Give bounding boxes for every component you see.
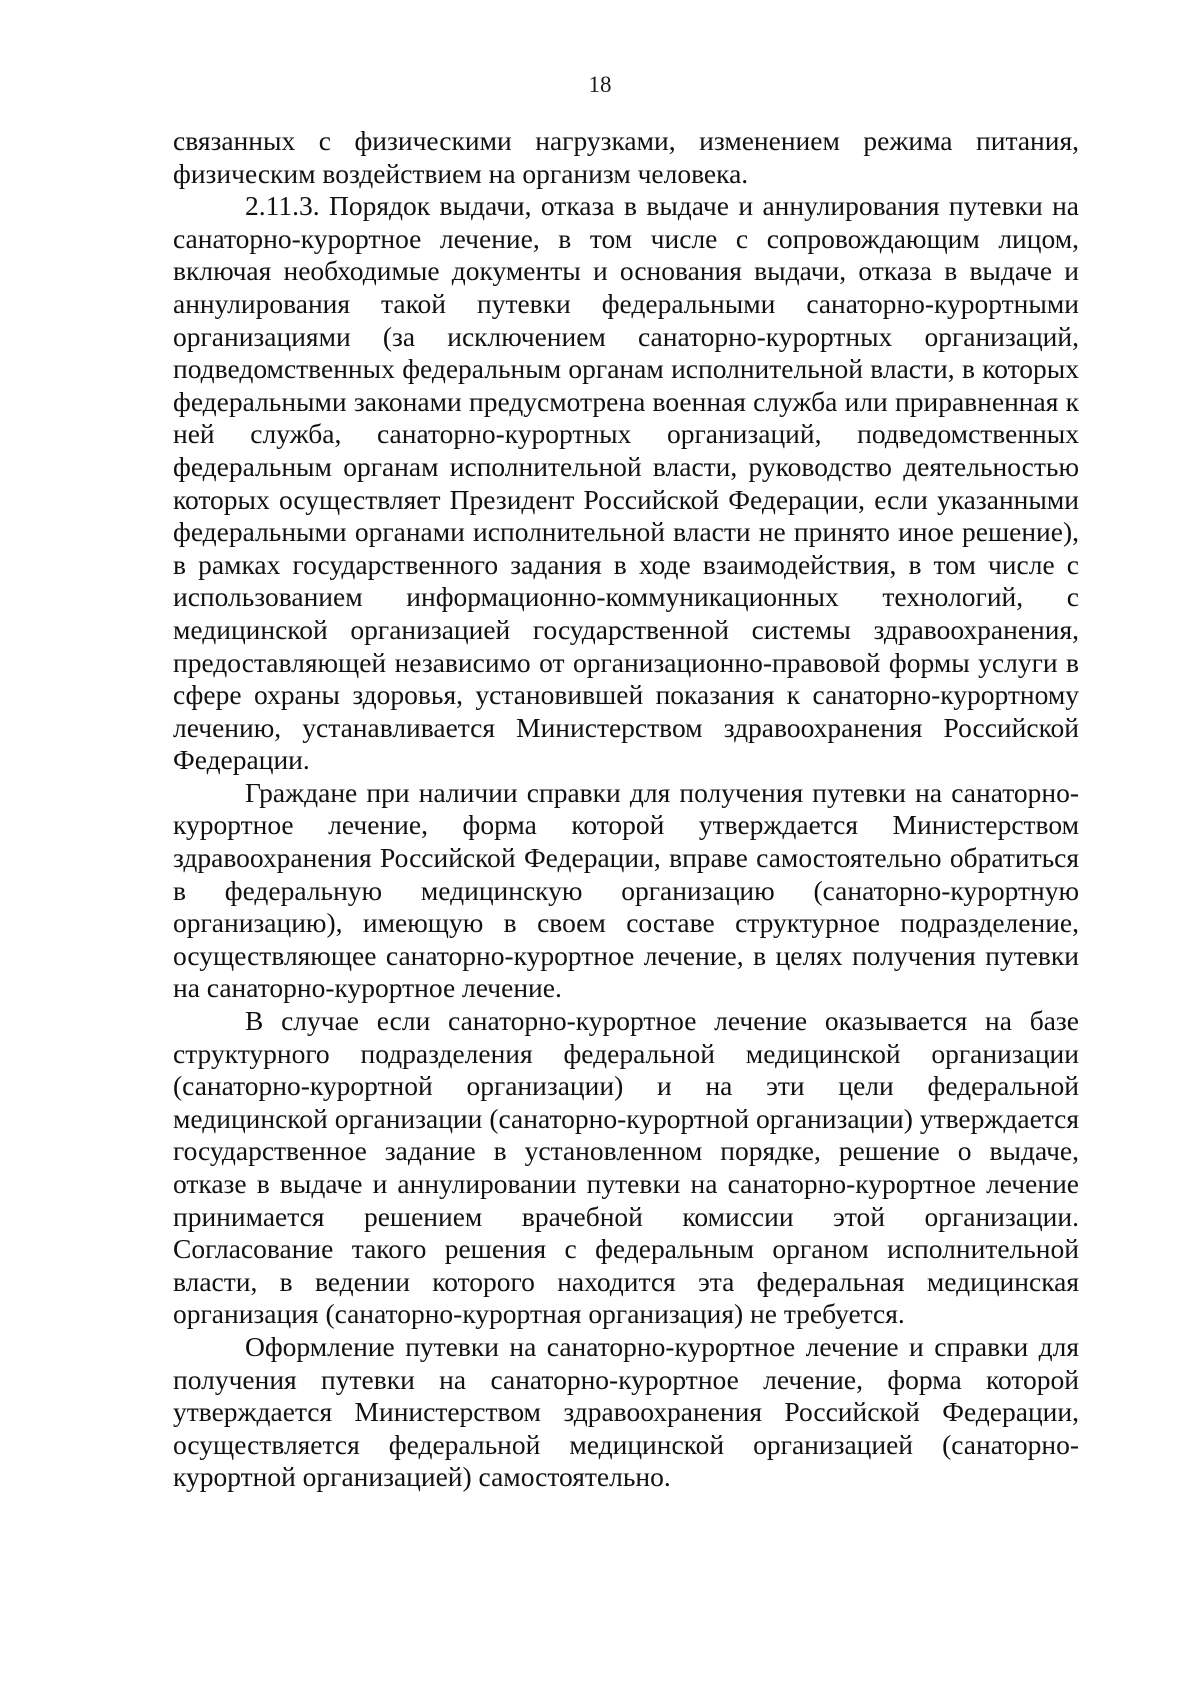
paragraph-continuation: связанных с физическими нагрузками, изменением режима питания, физическим воздействием на организм человека.: [173, 125, 1079, 189]
page-number: 18: [588, 72, 612, 97]
paragraph-structural-unit: В случае если санаторно-курортное лечение оказывается на базе структурного подразделения федеральной медицинской организации (санаторно-курортной организации) и на эти цели федеральной медицинской организации (санаторно-курортной организации) утверждается государственное задание в установленном порядке, решение о выдаче, отказе в выдаче и аннулировании путевки на санаторно-курортное лечение принимается решением врачебной комиссии этой организации. Согласование такого решения с федеральным органом исполнительной власти, в ведении которого находится эта федеральная медицинская организация (санаторно-курортная организация) не требуется.: [173, 1005, 1079, 1330]
paragraph-citizens-certificate: Граждане при наличии справки для получения путевки на санаторно-курортное лечение, форма которой утверждается Министерством здравоохранения Российской Федерации, вправе самостоятельно обратиться в федеральную медицинскую организацию (санаторно-курортную организацию), имеющую в своем составе структурное подразделение, осуществляющее санаторно-курортное лечение, в целях получения путевки на санаторно-курортное лечение.: [173, 776, 1079, 1004]
paragraph-2-11-3: 2.11.3. Порядок выдачи, отказа в выдаче и аннулирования путевки на санаторно-курортное лечение, в том числе с сопровождающим лицом, включая необходимые документы и основания выдачи, отказа в выдаче и аннулирования такой путевки федеральными санаторно-курортными организациями (за исключением санаторно-курортных организаций, подведомственных федеральным органам исполнительной власти, в которых федеральными законами предусмотрена военная служба или приравненная к ней служба, санаторно-курортных организаций, подведомственных федеральным органам исполнительной власти, руководство деятельностью которых осуществляет Президент Российской Федерации, если указанными федеральными органами исполнительной власти не принято иное решение), в рамках государственного задания в ходе взаимодействия, в том числе с использованием информационно-коммуникационных технологий, с медицинской организацией государственной системы здравоохранения, предоставляющей независимо от организационно-правовой формы услуги в сфере охраны здоровья, установившей показания к санаторно-курортному лечению, устанавливается Министерством здравоохранения Российской Федерации.: [173, 190, 1079, 776]
document-body: [173, 125, 1079, 1494]
paragraph-registration: Оформление путевки на санаторно-курортное лечение и справки для получения путевки на санаторно-курортное лечение, форма которой утверждается Министерством здравоохранения Российской Федерации, осуществляется федеральной медицинской организацией (санаторно-курортной организацией) самостоятельно.: [173, 1330, 1079, 1493]
